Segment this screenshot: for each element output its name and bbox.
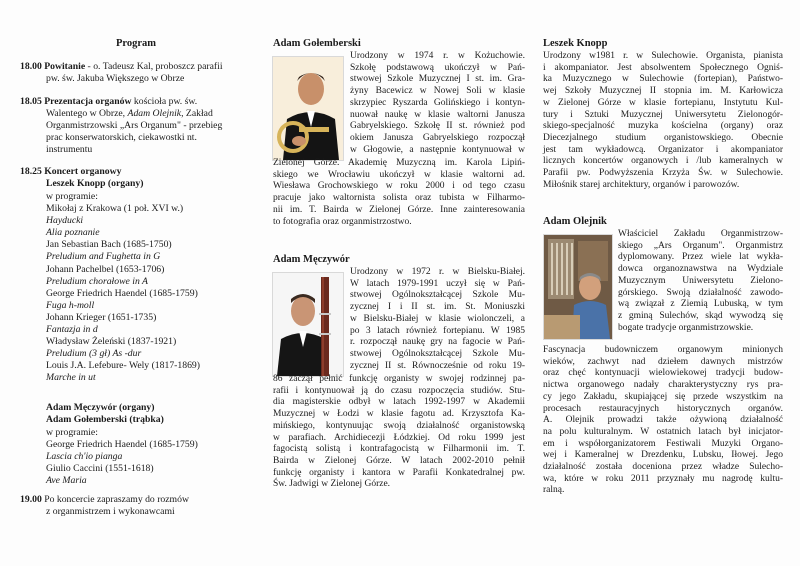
bio-line: Miłośnik starej architektury, organów i parowozów. bbox=[543, 179, 740, 190]
program-composer: Louis J.A. Lefebure- Wely (1817-1869) bbox=[46, 360, 201, 372]
olejnik-text-full bbox=[543, 345, 783, 497]
performer-meczywor: Adam Męczywór (organy) bbox=[46, 402, 155, 413]
bio-line: po 3 latach również fortepianu. W 1985 bbox=[350, 325, 525, 336]
bio-line: okiem Janusza Gabryelskiego rozpoczął bbox=[350, 132, 525, 143]
olejnik-photo bbox=[543, 234, 613, 340]
bio-line: pracuje jako waltornista solista oraz tubista w Filharmo- bbox=[273, 193, 525, 204]
program-work-title: Marche in ut bbox=[46, 372, 96, 384]
bio-line: działalność została doceniona przez władze Sulecho- bbox=[543, 462, 783, 473]
bio-line: em i współorganizatorem Festiwali Muzyki Organo- bbox=[543, 438, 783, 449]
program-entry-final bbox=[20, 494, 265, 518]
bio-line: z gminą Sulechów, skąd wywodzą się bbox=[618, 310, 783, 321]
meczywor-photo bbox=[272, 272, 344, 377]
entry-time: 18.05 bbox=[20, 96, 42, 107]
golemberski-text-side bbox=[350, 51, 525, 156]
bio-line: bogate tradycje organmistrzowskie. bbox=[618, 322, 754, 333]
entry-cont: z organmistrzem i wykonawcami bbox=[46, 506, 175, 517]
program-composer: George Friedrich Haendel (1685-1759) bbox=[46, 287, 198, 299]
program-work-title: Lascia ch'io pianga bbox=[46, 451, 123, 463]
bio-line: dowca organoznawstwa na Wydziale bbox=[618, 264, 783, 275]
bio-line: ralną. bbox=[543, 485, 565, 496]
bio-knopp bbox=[543, 38, 783, 191]
entry-cont: pw. św. Jakuba Większego w Obrze bbox=[46, 73, 185, 84]
bio-name: Adam Olejnik bbox=[543, 216, 607, 227]
program-work-title: Fantazja in d bbox=[46, 324, 98, 336]
bio-line: procesach restauracyjnych historycznych organów. bbox=[543, 403, 783, 414]
bio-line: Parafii pw. Podwyższenia Krzyża Św. w Sulechowie. bbox=[543, 168, 783, 179]
bio-line: wą związał z Ziemią Lubuską, w tym bbox=[618, 299, 783, 310]
performer-golemberski: Adam Gołemberski (trąbka) bbox=[46, 414, 164, 425]
bio-line: i akompaniator. Jest absolwentem Społecznego Ogniś- bbox=[543, 62, 783, 73]
bio-line: skrzypiec Ryszarda Golińskiego i kontyn- bbox=[350, 97, 525, 108]
bio-line: Szkołę podstawową ukończył w Pań- bbox=[350, 62, 525, 73]
bio-line: stwowej Szkole Muzycznej I st. im. Gra- bbox=[350, 74, 525, 85]
bio-line: wej i Kameralnej w Drezdenku, Lubsku, Iłowej. Jego bbox=[543, 450, 783, 461]
program-composer: Johann Pachelbel (1653-1706) bbox=[46, 263, 165, 275]
meczywor-text-full bbox=[273, 374, 525, 491]
bio-line: Fascynacja budowniczem organowym minionych bbox=[543, 345, 783, 355]
program-work-title: Ave Maria bbox=[46, 475, 87, 487]
golemberski-photo bbox=[272, 56, 344, 161]
entry-cont: Organmistrzowski „Ars Organum" - przebieg bbox=[46, 120, 223, 131]
bio-line: funkcję organisty i kantora w Parafii Konkatedralnej pw. bbox=[273, 467, 525, 478]
bio-line: ka Muzycznego w Sulechowie (fortepian), Państwo- bbox=[543, 74, 783, 85]
entry-cont-name: Adam Olejnik bbox=[127, 108, 182, 119]
bio-line: Muzycznym Uniwersytetu Zielono- bbox=[618, 275, 783, 286]
bio-line: rafii i kontynuował ją do czasu rozpoczęcia studiów. Stu- bbox=[273, 385, 525, 396]
bio-line: cy jego Zakładu, skupiającej się przede wszystkim na bbox=[543, 391, 783, 402]
bio-line: Gabryelskiego. Szkołę II st. również pod bbox=[350, 121, 525, 132]
bio-line: nii im. T. Bairda w Zielonej Górze. Inne zainteresowania bbox=[273, 204, 525, 215]
entry-cont: Walentego w Obrze, bbox=[46, 108, 128, 119]
program-work-title: Preludium (3 gł) As -dur bbox=[46, 348, 142, 360]
bio-name: Leszek Knopp bbox=[543, 38, 608, 49]
bio-line: Bairda w Zielonej Górze. W latach 2002-2010 pełnił bbox=[273, 455, 525, 466]
bio-line: Św. Jadwigi w Zielonej Górze. bbox=[273, 479, 391, 490]
bio-line: licznych koncertów organowych i /lub kameralnych w bbox=[543, 156, 783, 167]
entry-cont: instrumentu bbox=[46, 144, 93, 155]
bio-line: wa, które w roku 2011 przyznały mu nagrodę kultu- bbox=[543, 473, 783, 484]
in-program-label: w programie: bbox=[46, 191, 98, 202]
bio-line: tury i Sztuki Muzycznej Uniwersytetu Zielonogór- bbox=[543, 109, 783, 120]
bio-line: Muzycznej w Łodzi w klasie fagotu ad. Krzysztofa Ka- bbox=[273, 409, 525, 420]
program-work-title: Preludium and Fughetta in G bbox=[46, 251, 161, 263]
entry-time: 19.00 bbox=[20, 494, 42, 505]
bio-line: zycznej II st. Równocześnie od roku 19- bbox=[350, 360, 525, 371]
bio-line: w parafiach. Archidiecezji Łódzkiej. Od roku 1999 jest bbox=[273, 432, 525, 443]
bio-meczywor bbox=[273, 254, 525, 267]
program-composer: Władysław Żeleński (1837-1921) bbox=[46, 336, 177, 348]
entry-label: Prezentacja organów bbox=[44, 96, 132, 107]
program-entry-welcome bbox=[20, 61, 265, 85]
bio-line: W latach 1979-1991 uczył się w Pań- bbox=[350, 278, 525, 289]
in-program-label: w programie: bbox=[46, 427, 98, 438]
bio-line: stwowej Ogólnokształcącej Szkole Mu- bbox=[350, 348, 525, 359]
bio-line: nictwa organowego nadały charakterystyczny rys pra- bbox=[543, 380, 783, 391]
bio-line: Właściciel Zakładu Organmistrzow- bbox=[618, 229, 783, 239]
entry-text: kościoła pw. św. bbox=[131, 96, 198, 107]
bio-line: wej Szkoły Muzycznej II stopnia im. M. Karłowicza bbox=[543, 86, 783, 97]
entry-time: 18.25 bbox=[20, 166, 42, 177]
bio-line: stwowej Ogólnokształcącej Szkole Mu- bbox=[350, 290, 525, 301]
bio-line: Wiesława Grochowskiego w roku 2000 i od tego czasu bbox=[273, 181, 525, 192]
bio-line: Zielonej Górze. Akademię Muzyczną im. Karola Lipiń- bbox=[273, 158, 525, 168]
bio-line: Diecezjalnego studium organistowskiego. Obecnie bbox=[543, 132, 783, 143]
bio-line: w Głogowie, a następnie kontynuował w bbox=[350, 144, 525, 155]
bio-line: r. rozpoczął naukę gry na fagocie w Pań- bbox=[350, 337, 525, 348]
program-title: Program bbox=[116, 38, 157, 49]
entry-text: Po koncercie zapraszamy do rozmów bbox=[41, 494, 189, 505]
entry-label: Powitanie bbox=[44, 61, 86, 72]
bio-golemberski bbox=[273, 38, 525, 51]
bio-line: A. Olejnik prowadzi także ożywioną działalność bbox=[543, 415, 783, 426]
program-composer: Jan Sebastian Bach (1685-1750) bbox=[46, 239, 172, 251]
program-composer: Johann Krieger (1651-1735) bbox=[46, 311, 157, 323]
bio-name: Adam Męczywór bbox=[273, 254, 350, 265]
bio-line: Urodzony w1981 r. w Sulechowie. Organista, pianista bbox=[543, 51, 783, 61]
bio-line: 86 zaczął pełnić funkcję organisty w swojej rodzinnej pa- bbox=[273, 374, 525, 384]
program-composer: George Friedrich Haendel (1685-1759) bbox=[46, 439, 198, 451]
bio-line: żyny Bacewicz w Nowej Soli w klasie bbox=[350, 86, 525, 97]
entry-text: - o. Tadeusz Kal, proboszcz parafii bbox=[85, 61, 223, 72]
olejnik-text-side bbox=[618, 229, 783, 334]
bio-line: skiego „Ars Organum". Organmistrz bbox=[618, 240, 783, 251]
performer-knopp: Leszek Knopp (organy) bbox=[46, 178, 144, 189]
knopp-text bbox=[543, 51, 783, 191]
bio-line: skiego we Wrocławiu ukończył w klasie waltorni ad. bbox=[273, 169, 525, 180]
program-list-1 bbox=[46, 191, 266, 385]
entry-cont: prac konserwatorskich, ciekawostki nt. bbox=[46, 132, 197, 143]
program-work-title: Hayducki bbox=[46, 215, 84, 227]
program-composer: Giulio Caccini (1551-1618) bbox=[46, 463, 154, 475]
bio-line: oraz chęć kontynuacji wielowiekowej tradycji budow- bbox=[543, 368, 783, 379]
program-entry-concert bbox=[20, 166, 265, 178]
bio-line: fagocistą solistą i kontrafagocistą w Filharmonii im. T. bbox=[273, 444, 525, 455]
program-composer: Mikołaj z Krakowa (1 poł. XVI w.) bbox=[46, 203, 184, 215]
bio-line: dia magisterskie odbył w latach 1992-1997 w Akademii bbox=[273, 397, 525, 408]
bio-line: w Bielsku-Białej w klasie wiolonczeli, a bbox=[350, 313, 525, 324]
bio-line: jest tam wykładowcą. Organizator i akompaniator bbox=[543, 144, 783, 155]
bio-line: skiego-specjalność muzyka kościelna (organy) oraz bbox=[543, 121, 783, 132]
program-work-title: Fuga h-moll bbox=[46, 299, 95, 311]
entry-cont-rest: , Zakład bbox=[181, 108, 213, 119]
bio-line: nuował naukę w klasie waltorni Janusza bbox=[350, 109, 525, 120]
bio-line: to fotografia oraz organmistrzostwo. bbox=[273, 216, 412, 227]
program-list-2 bbox=[46, 427, 266, 487]
meczywor-text-side bbox=[350, 267, 525, 372]
bio-line: dyplomowany. Przez wiele lat wykła- bbox=[618, 252, 783, 263]
bio-line: mińskiego, kontynuując swoją działalność organistowską bbox=[273, 420, 525, 431]
entry-label: Koncert organowy bbox=[44, 166, 122, 177]
golemberski-text-full bbox=[273, 158, 525, 228]
bio-line: wieków, zachwyt nad dziełem dawnych mistrzów bbox=[543, 356, 783, 367]
bio-line: Urodzony w 1972 r. w Bielsku-Białej. bbox=[350, 267, 525, 277]
entry-time: 18.00 bbox=[20, 61, 42, 72]
bio-olejnik bbox=[543, 216, 783, 229]
program-work-title: Alia poznanie bbox=[46, 227, 100, 239]
bio-line: w Zielonej Górze w klasie fortepianu, Instytutu Kul- bbox=[543, 97, 783, 108]
bio-line: zycznej I i II st. im. St. Moniuszki bbox=[350, 302, 525, 313]
bio-line: górskiego. Swoją działalność zawodo- bbox=[618, 287, 783, 298]
bio-name: Adam Gołemberski bbox=[273, 38, 361, 49]
program-entry-presentation bbox=[20, 96, 265, 156]
bio-line: Urodzony w 1974 r. w Kożuchowie. bbox=[350, 51, 525, 61]
bio-line: na polu kulturalnym. W ostatnich latach był inicjator- bbox=[543, 426, 783, 437]
program-work-title: Preludium chorałowe in A bbox=[46, 275, 148, 287]
